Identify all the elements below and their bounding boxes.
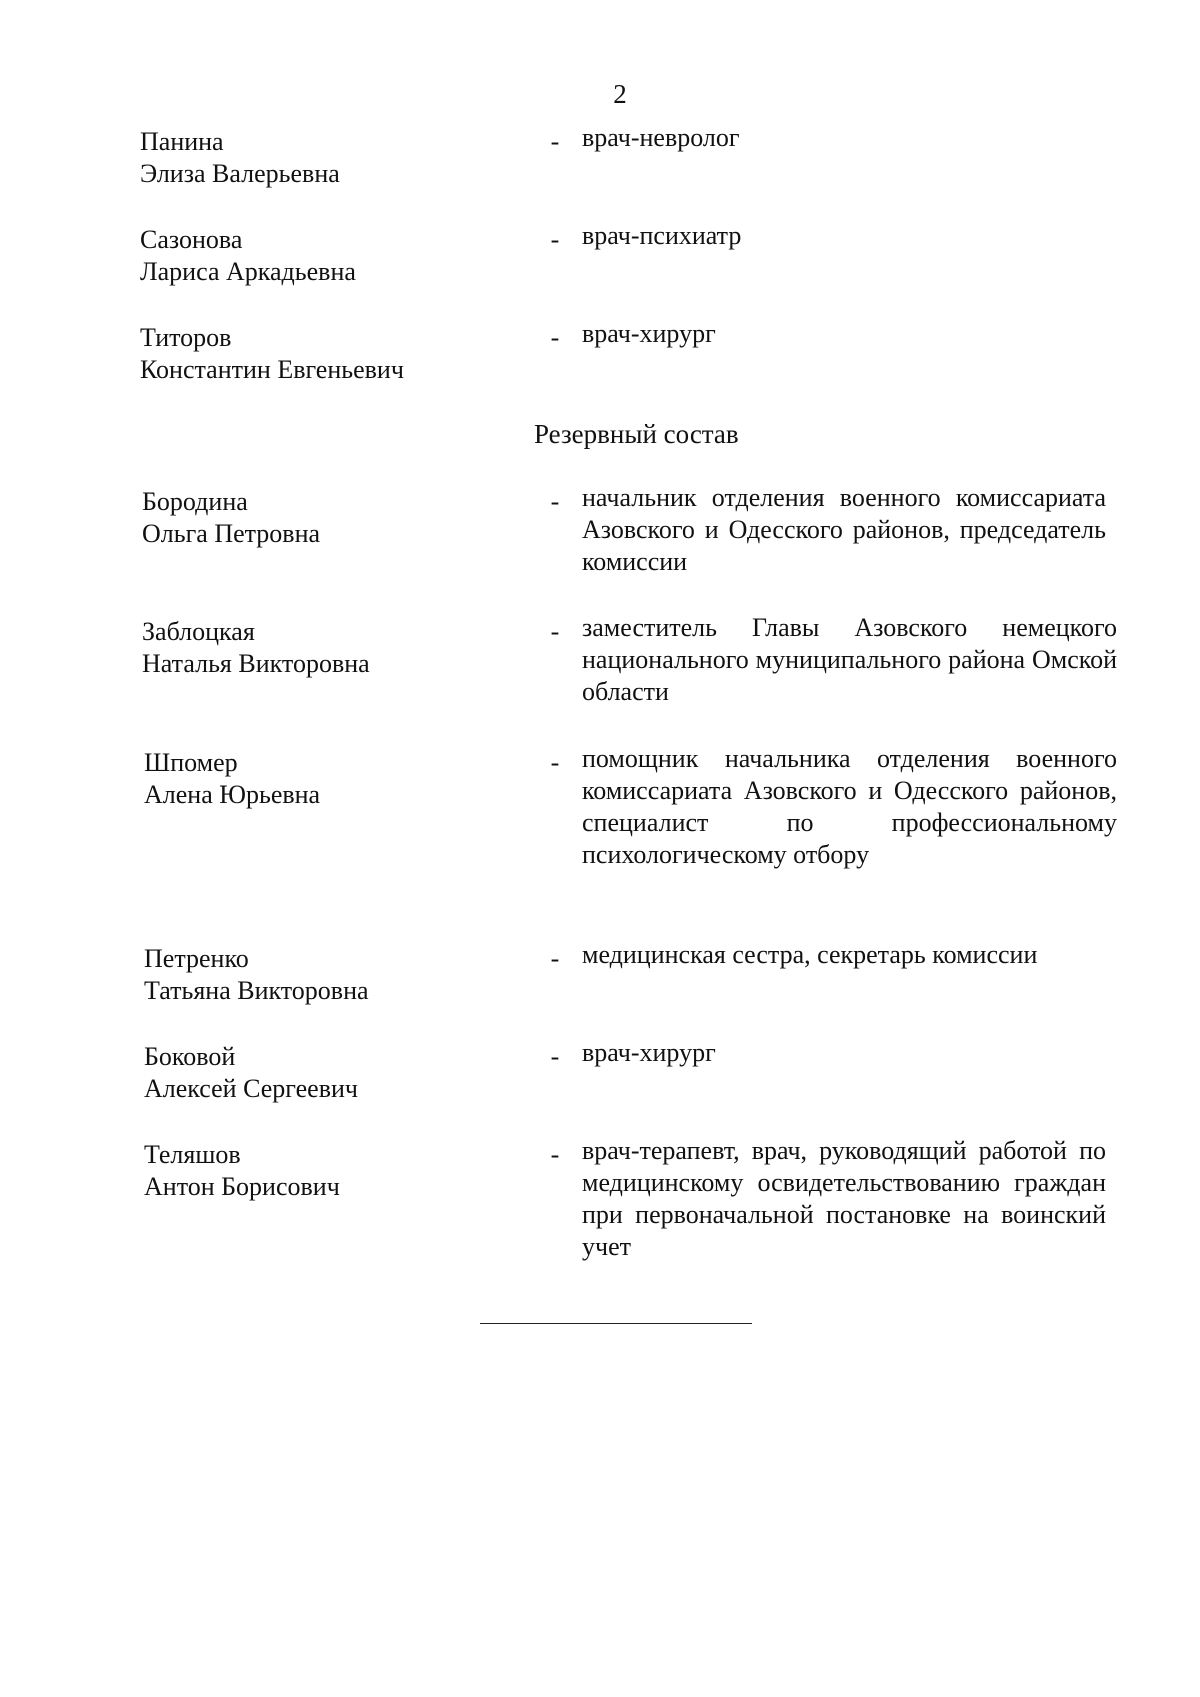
member-given-names: Элиза Валерьевна <box>140 159 340 188</box>
member-given-names: Алена Юрьевна <box>144 780 321 809</box>
member-name <box>144 747 524 811</box>
member-given-names: Алексей Сергеевич <box>144 1074 358 1103</box>
member-name <box>140 224 520 288</box>
member-surname: Титоров <box>140 323 232 352</box>
member-name <box>140 126 520 190</box>
member-dash: - <box>550 487 560 516</box>
member-dash: - <box>550 944 560 973</box>
member-dash: - <box>550 127 560 156</box>
member-surname: Бородина <box>142 487 248 516</box>
member-surname: Сазонова <box>140 225 243 254</box>
member-role: заместитель Главы Азовского немецкого национального муниципального района Омской области <box>582 613 1117 706</box>
member-given-names: Константин Евгеньевич <box>140 355 404 384</box>
member-role: врач-хирург <box>582 1038 716 1067</box>
member-role: врач-хирург <box>582 319 716 348</box>
member-surname: Петренко <box>144 944 249 973</box>
member-role: медицинская сестра, секретарь комиссии <box>582 940 1038 969</box>
member-surname: Боковой <box>144 1042 236 1071</box>
member-name <box>140 322 520 386</box>
member-given-names: Лариса Аркадьевна <box>140 257 356 286</box>
reserve-section-title: Резервный состав <box>534 419 739 449</box>
member-dash: - <box>550 323 560 352</box>
member-dash: - <box>550 748 560 777</box>
member-name <box>144 943 524 1007</box>
member-role: начальник отделения военного комиссариата Азовского и Одесского районов, председатель комиссии <box>582 483 1106 576</box>
member-name <box>142 616 522 680</box>
member-given-names: Ольга Петровна <box>142 519 321 548</box>
member-dash: - <box>550 225 560 254</box>
member-surname: Заблоцкая <box>142 617 255 646</box>
member-name <box>144 1041 524 1105</box>
member-given-names: Наталья Викторовна <box>142 649 370 678</box>
member-surname: Теляшов <box>144 1140 241 1169</box>
member-name <box>144 1139 524 1203</box>
member-surname: Шпомер <box>144 748 238 777</box>
end-divider-line <box>480 1323 752 1324</box>
member-role: врач-психиатр <box>582 221 742 250</box>
member-dash: - <box>550 617 560 646</box>
member-role: помощник начальника отделения военного комиссариата Азовского и Одесского районов, специалист по профессиональному психологическому отбору <box>582 744 1117 869</box>
member-given-names: Татьяна Викторовна <box>144 976 369 1005</box>
member-dash: - <box>550 1042 560 1071</box>
page-number: 2 <box>613 79 627 109</box>
member-surname: Панина <box>140 127 224 156</box>
member-dash: - <box>550 1140 560 1169</box>
member-role: врач-невролог <box>582 123 740 152</box>
member-given-names: Антон Борисович <box>144 1172 340 1201</box>
member-name <box>142 486 522 550</box>
member-role: врач-терапевт, врач, руководящий работой по медицинскому освидетельствованию граждан при первоначальной постановке на воинский учет <box>582 1136 1106 1261</box>
